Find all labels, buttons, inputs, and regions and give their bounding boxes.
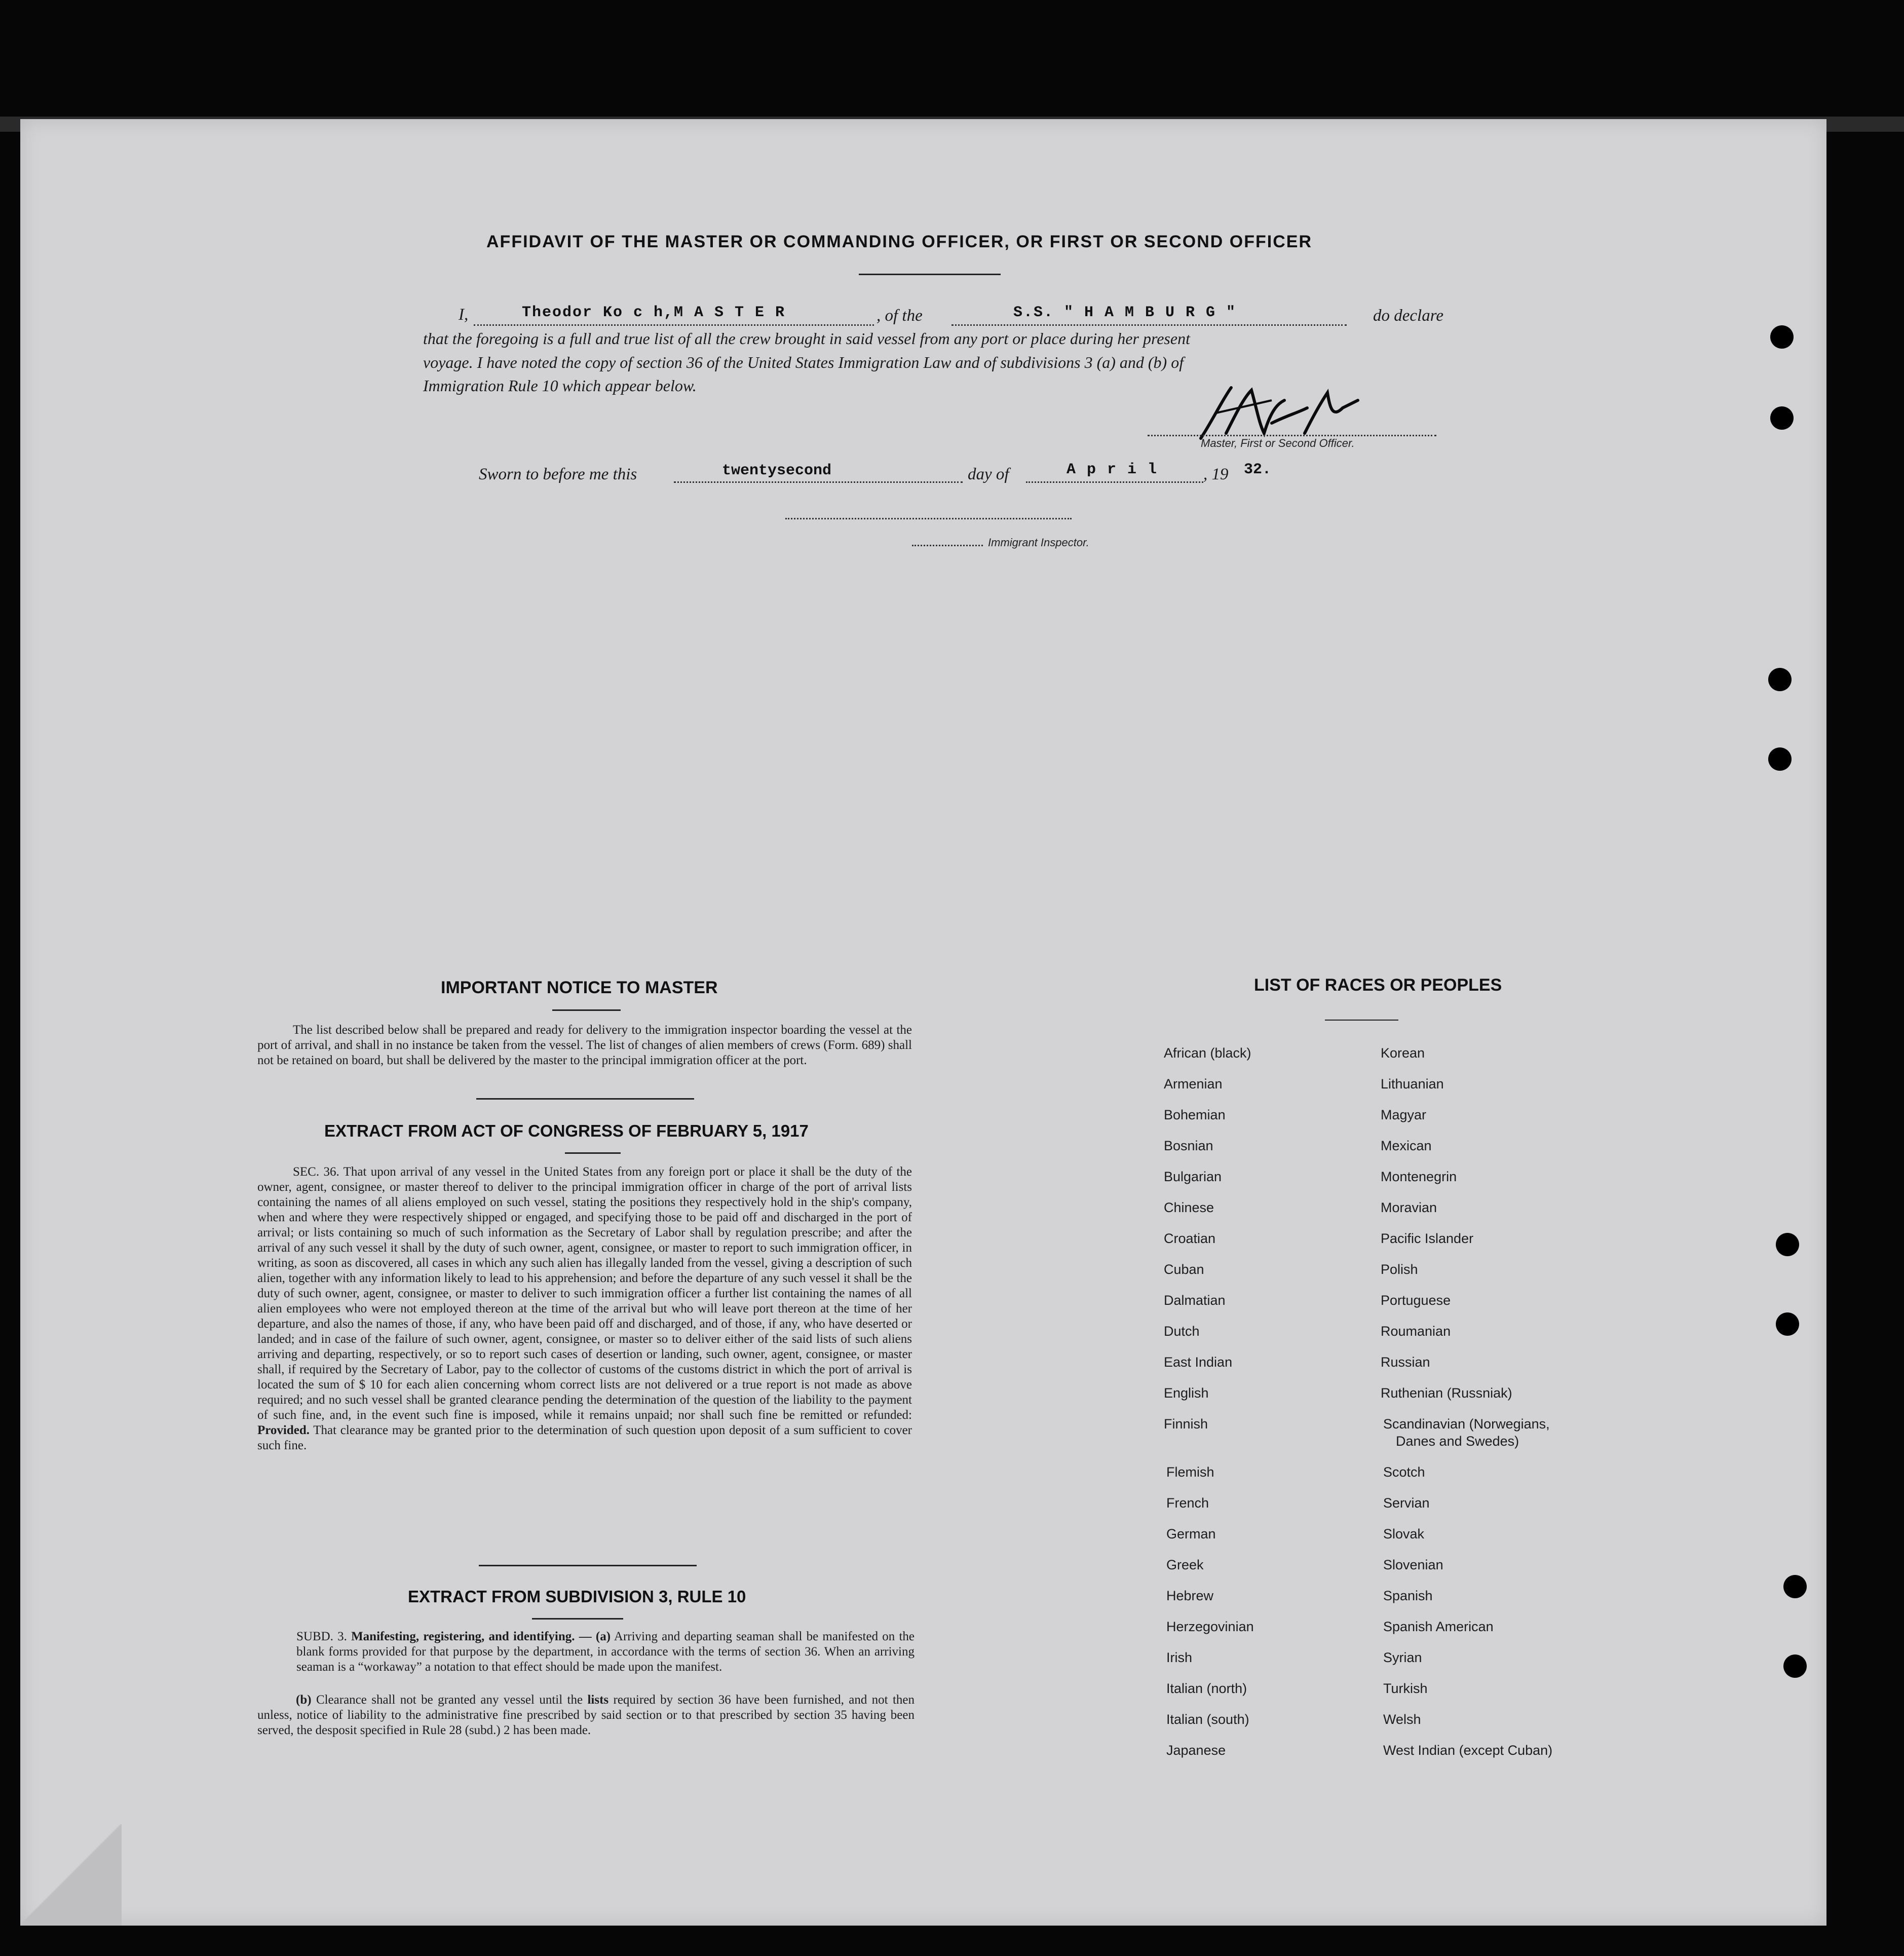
race-item: Ruthenian (Russniak) <box>1381 1385 1512 1401</box>
race-item: Turkish <box>1383 1681 1428 1696</box>
extract-act-title: EXTRACT FROM ACT OF CONGRESS OF FEBRUARY 5, 1917 <box>324 1121 809 1140</box>
race-item: Flemish <box>1166 1464 1214 1480</box>
race-item: Slovak <box>1383 1526 1425 1541</box>
race-item: Dalmatian <box>1164 1293 1226 1308</box>
race-item: Italian (north) <box>1166 1681 1247 1696</box>
master-rank: M A S T E R <box>674 304 786 321</box>
year-suffix: 32. <box>1244 461 1272 478</box>
sworn-label: Sworn to before me this <box>479 465 637 483</box>
do-declare-label: do declare <box>1373 307 1443 325</box>
punch-hole <box>1768 668 1792 691</box>
race-item: Mexican <box>1381 1138 1432 1153</box>
race-item: Danes and Swedes) <box>1396 1434 1519 1449</box>
subd-label: SUBD. 3. <box>296 1630 347 1643</box>
race-item: West Indian (except Cuban) <box>1383 1743 1553 1758</box>
race-item: Lithuanian <box>1381 1076 1444 1092</box>
race-item: Japanese <box>1166 1743 1226 1758</box>
race-item: Spanish <box>1383 1588 1433 1603</box>
month-dotted-line <box>1026 481 1203 483</box>
race-item: Scotch <box>1383 1464 1425 1480</box>
race-item: Italian (south) <box>1166 1712 1249 1727</box>
race-item: German <box>1166 1526 1216 1541</box>
race-item: East Indian <box>1164 1355 1233 1370</box>
title-underline <box>859 274 1001 275</box>
race-item: English <box>1164 1385 1209 1401</box>
race-item: Welsh <box>1383 1712 1421 1727</box>
race-item: Armenian <box>1164 1076 1223 1092</box>
inspector-caption-line <box>912 545 983 546</box>
sworn-month: A p r i l <box>1067 461 1158 478</box>
punch-hole <box>1776 1312 1799 1336</box>
race-item: Croatian <box>1164 1231 1216 1246</box>
race-item: Scandinavian (Norwegians, <box>1383 1416 1550 1432</box>
sec-36-text-end: That clearance may be granted prior to the determination of such question upon deposit of a sum sufficient to cover such fine. <box>257 1423 912 1452</box>
para-b-mark: (b) <box>296 1693 312 1707</box>
race-item: French <box>1166 1495 1209 1511</box>
extract-act-underline <box>565 1152 621 1154</box>
race-item: Servian <box>1383 1495 1430 1511</box>
punch-hole <box>1770 406 1794 430</box>
para-a-mark: — (a) <box>579 1630 611 1643</box>
para-b-text: Clearance shall not be granted any vessel until the <box>316 1693 583 1707</box>
race-item: Dutch <box>1164 1324 1200 1339</box>
affidavit-line-2: that the foregoing is a full and true list of all the crew brought in said vessel from any port or place during her present <box>423 329 1190 348</box>
punch-hole <box>1776 1233 1799 1256</box>
day-dotted-line <box>674 481 963 483</box>
section-divider <box>479 1565 697 1566</box>
signature-dotted-line <box>1148 435 1436 436</box>
affidavit-line-3: voyage. I have noted the copy of section 36 of the United States Immigration Law and of subdivisions 3 (a) and (b) of <box>423 353 1184 371</box>
race-item: Cuban <box>1164 1262 1204 1277</box>
notice-underline <box>552 1009 621 1011</box>
race-item: Chinese <box>1164 1200 1214 1215</box>
subd-3-paragraph-b <box>257 1692 915 1738</box>
provided-word: Provided. <box>257 1423 310 1437</box>
race-item: Magyar <box>1381 1107 1427 1122</box>
extract-act-text <box>257 1164 912 1453</box>
race-item: Roumanian <box>1381 1324 1451 1339</box>
para-b-lists: lists <box>587 1693 609 1707</box>
sworn-day: twentysecond <box>722 462 832 479</box>
race-item: Polish <box>1381 1262 1418 1277</box>
notice-title: IMPORTANT NOTICE TO MASTER <box>441 978 718 997</box>
race-item: Syrian <box>1383 1650 1422 1665</box>
punch-hole <box>1770 325 1794 349</box>
of-the-label: , of the <box>877 307 923 325</box>
race-item: African (black) <box>1164 1045 1251 1061</box>
race-item: Spanish American <box>1383 1619 1494 1634</box>
race-item: Moravian <box>1381 1200 1437 1215</box>
master-name: Theodor Ko c h, <box>522 304 674 321</box>
affidavit-i: I, <box>459 306 469 324</box>
signature-caption: Master, First or Second Officer. <box>1201 437 1355 449</box>
extract-rule-title: EXTRACT FROM SUBDIVISION 3, RULE 10 <box>408 1587 746 1606</box>
race-item: Bohemian <box>1164 1107 1226 1122</box>
extract-rule-underline <box>532 1618 623 1620</box>
race-item: Korean <box>1381 1045 1425 1061</box>
inspector-signature-line <box>785 518 1072 519</box>
name-dotted-line <box>474 324 874 326</box>
notice-text: The list described below shall be prepared and ready for delivery to the immigration inspector boarding the vessel at the port of arrival, and shall in no instance be taken from the vessel. The list of changes of alien members of crews (Form. 689) shall not be retained on board, but shall be delivered by the master to the principal immigration officer at the port. <box>257 1023 912 1067</box>
punch-hole <box>1783 1654 1807 1678</box>
para-a-text: Arriving and departing seaman shall be manifested on the blank forms provided for that purpose by the department, in accordance with the terms of section 36. When an arriving seaman is a “workaway” a notation to that effect should be made upon the manifest. <box>296 1630 915 1674</box>
punch-hole <box>1783 1575 1807 1598</box>
race-item: Finnish <box>1164 1416 1208 1432</box>
year-prefix: , 19 <box>1203 465 1229 483</box>
subd-heading: Manifesting, registering, and identifying. <box>351 1630 575 1643</box>
races-title: LIST OF RACES OR PEOPLES <box>1254 975 1502 995</box>
affidavit-title: AFFIDAVIT OF THE MASTER OR COMMANDING OFFICER, OR FIRST OR SECOND OFFICER <box>486 232 1312 251</box>
race-item: Hebrew <box>1166 1588 1214 1603</box>
vessel-dotted-line <box>951 324 1347 326</box>
race-item: Irish <box>1166 1650 1193 1665</box>
race-item: Pacific Islander <box>1381 1231 1474 1246</box>
day-of-label: day of <box>968 465 1009 483</box>
vessel-name: S.S. " H A M B U R G " <box>1013 304 1237 321</box>
section-divider <box>476 1098 694 1100</box>
subd-3-paragraph-a <box>296 1629 915 1675</box>
para-b-text-end: required by section 36 have been furnished, and not then unless, notice of liability to the administrative fine prescribed by said section or to that prescribed by section 35 having been served, the desposit specified in Rule 28 (subd.) 2 has been made. <box>257 1693 915 1737</box>
race-item: Russian <box>1381 1355 1430 1370</box>
race-item: Montenegrin <box>1381 1169 1457 1184</box>
race-item: Portuguese <box>1381 1293 1451 1308</box>
race-item: Bosnian <box>1164 1138 1213 1153</box>
races-underline <box>1325 1020 1398 1021</box>
page-corner-fold <box>20 1824 122 1926</box>
race-item: Bulgarian <box>1164 1169 1222 1184</box>
affidavit-line-4: Immigration Rule 10 which appear below. <box>423 377 697 395</box>
sec-36-text: SEC. 36. That upon arrival of any vessel in the United States from any foreign port or place it shall be the duty of the owner, agent, consignee, or master thereof to deliver to the principal immigration officer in charge of the port of arrival lists containing the names of all aliens employed on such vessel, stating the positions they respectively hold in the ship's company, when and where they were respectively shipped or engaged, and specifying those to be paid off and discharged in the port of arrival; or lists containing so much of such information as the Secretary of Labor shall by regulation prescribe; and after the arrival of any such vessel it shall by the duty of such owner, agent, consignee, or master to report to such immigration officer, in writing, as soon as discovered, all cases in which any such alien has illegally landed from the vessel, giving a description of such alien, together with any information likely to lead to his apprehension; and before the departure of any such vessel it shall be the duty of such owner, agent, consignee, or master to deliver to such immigration officer a further list containing the names of all alien employees who were not employed thereon at the time of the arrival but who will leave port thereon at the time of her departure, and also the names of those, if any, who have been paid off and discharged, and of those, if any, who have deserted or landed; and in case of the failure of such owner, agent, consignee, or master so to deliver either of the said lists of such aliens arriving and departing, respectively, or so to report such cases of desertion or landing, such owner, agent, consignee, or master shall, if required by the Secretary of Labor, pay to the collector of customs of the customs district in which the port of arrival is located the sum of $ 10 for each alien concerning whom correct lists are not delivered or a true report is not made as above required; and no such vessel shall be granted clearance pending the determination of the question of the liability to the payment of such fine, and, in the event such fine is imposed, while it remains unpaid; nor shall such fine be remitted or refunded: <box>257 1165 912 1422</box>
inspector-caption: Immigrant Inspector. <box>988 536 1089 549</box>
race-item: Greek <box>1166 1557 1204 1572</box>
race-item: Herzegovinian <box>1166 1619 1254 1634</box>
punch-hole <box>1768 747 1792 771</box>
race-item: Slovenian <box>1383 1557 1443 1572</box>
